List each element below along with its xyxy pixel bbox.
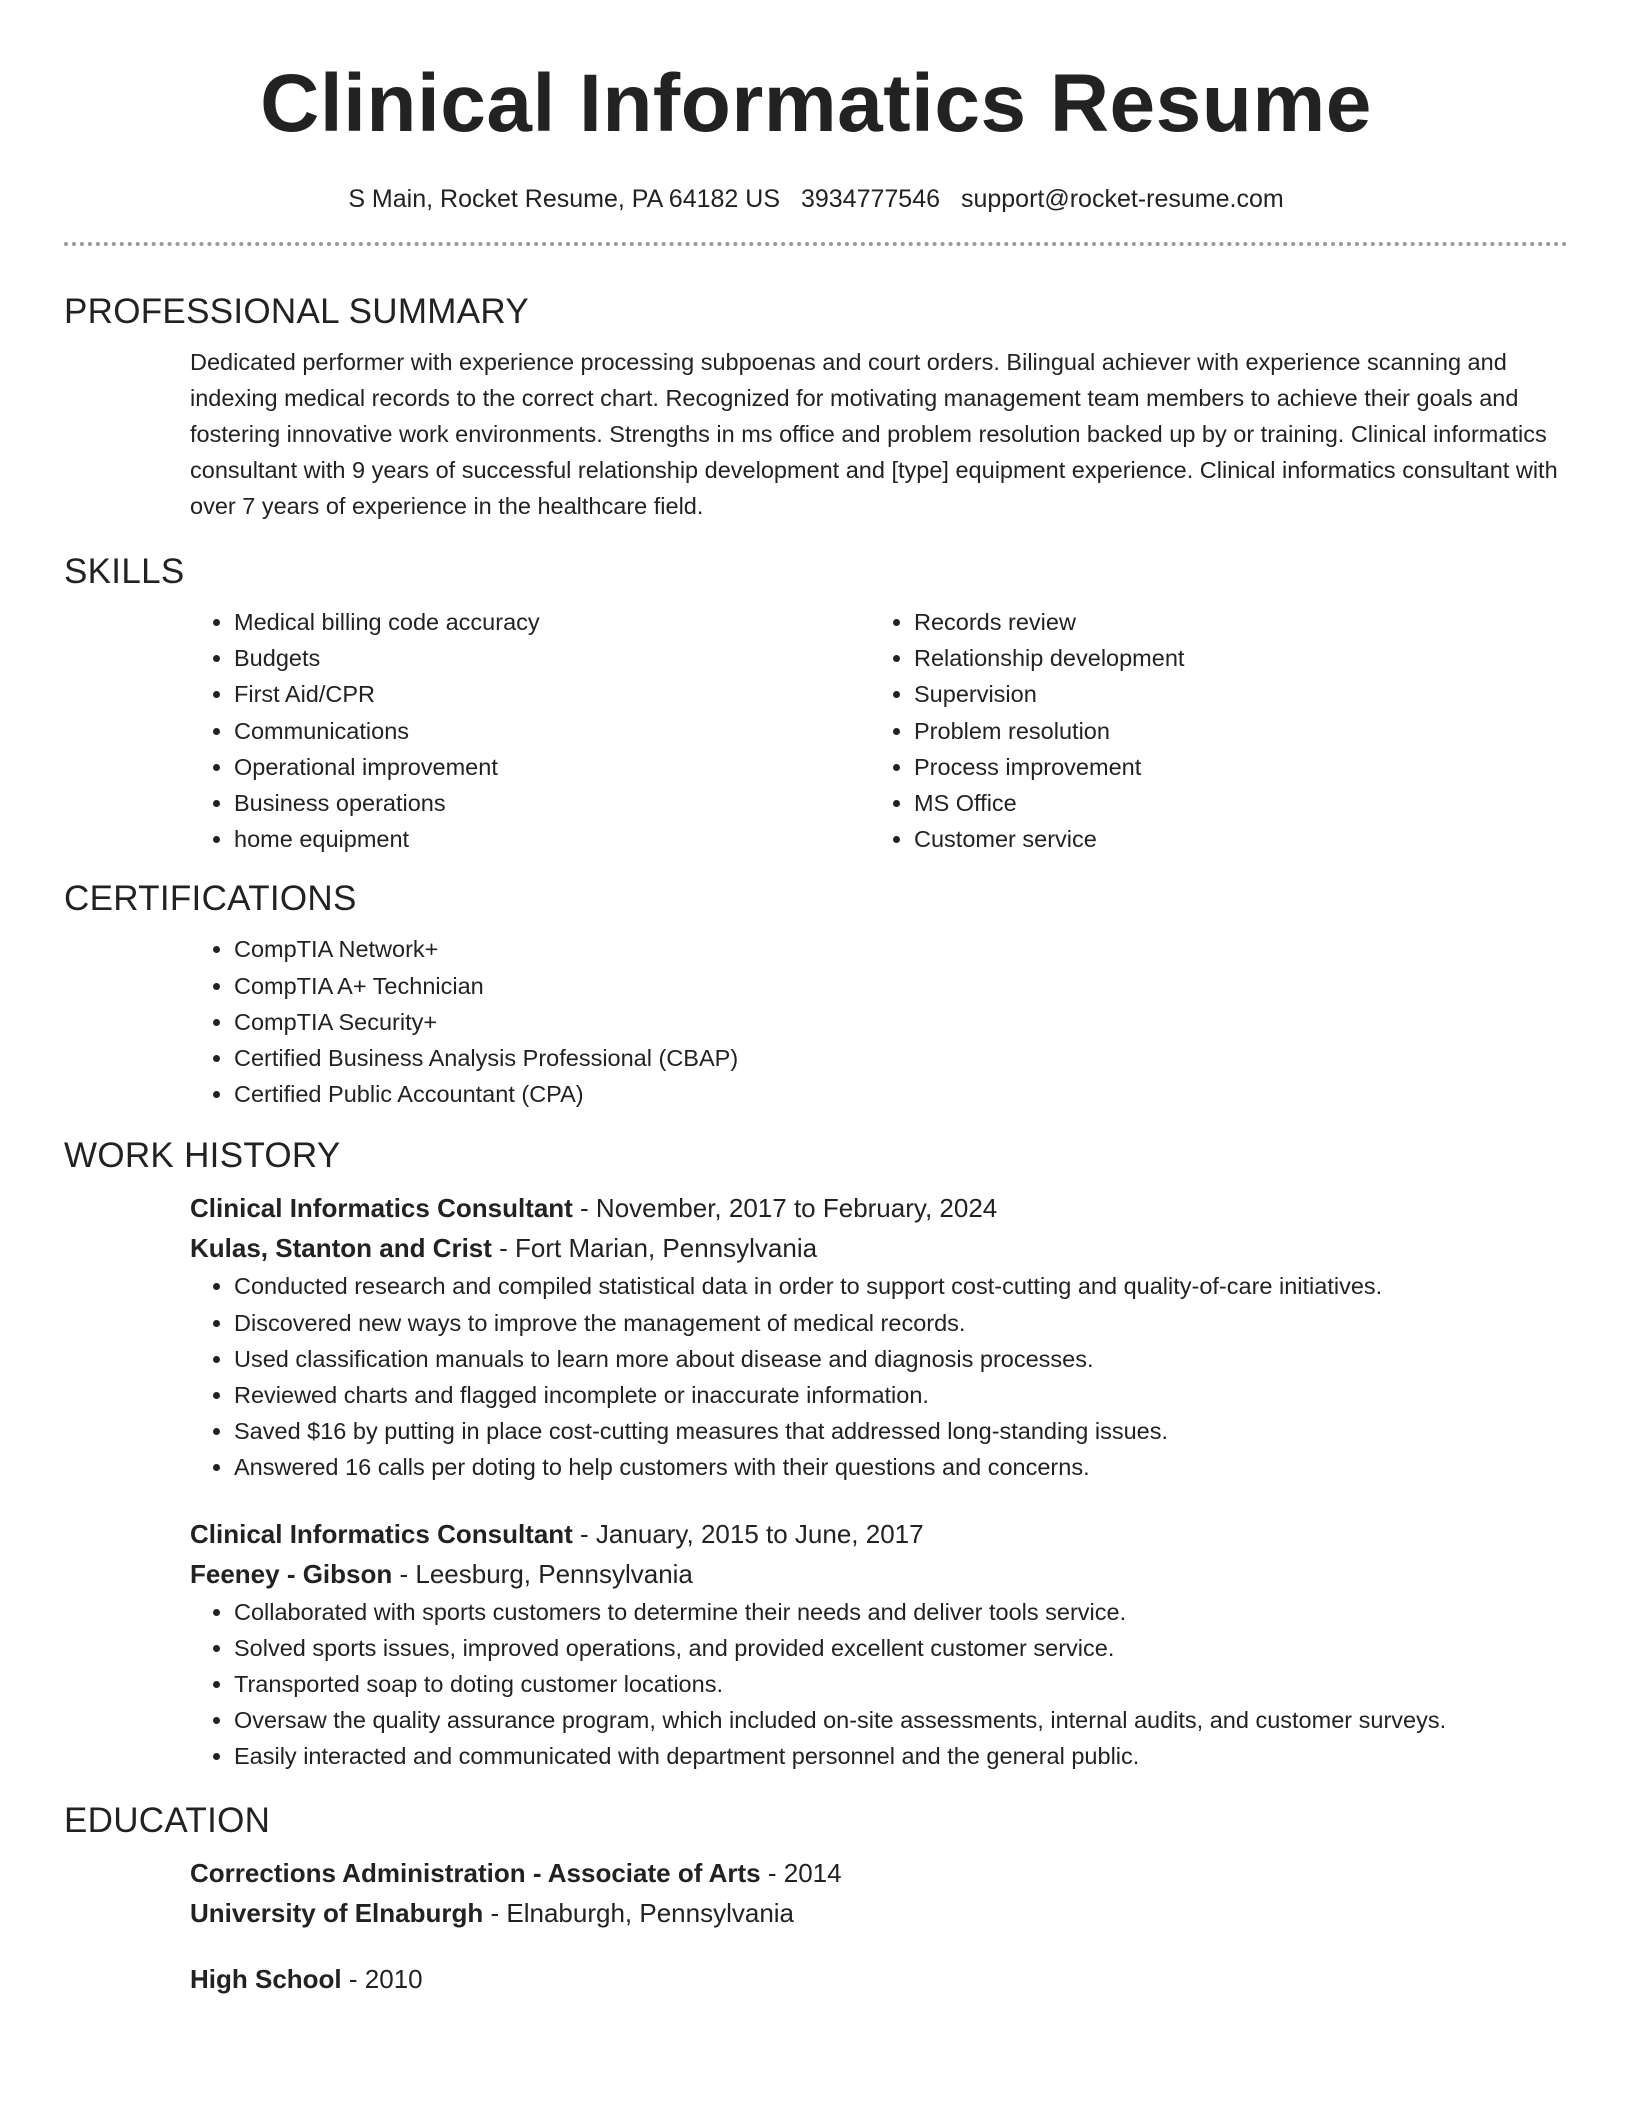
skill-item: • Records review [914, 604, 1550, 640]
education-entry [190, 1959, 1568, 1999]
skills-heading: SKILLS [64, 552, 185, 591]
certification-item: • Certified Public Accountant (CPA) [234, 1076, 1568, 1112]
skills-column-left [190, 604, 870, 857]
job-duty: • Conducted research and compiled statistical data in order to support cost-cutting and quality-of-care initiatives. [234, 1268, 1568, 1304]
job-company-line [190, 1228, 1568, 1268]
job-company: Feeney - Gibson [190, 1558, 393, 1589]
job-title-line [190, 1188, 1568, 1228]
education-school: University of Elnaburgh [190, 1897, 484, 1928]
education-year: - 2014 [760, 1857, 842, 1888]
job-duty: • Saved $16 by putting in place cost-cutting measures that addressed long-standing issues. [234, 1413, 1568, 1449]
skill-item: • Medical billing code accuracy [234, 604, 870, 640]
certification-item: • Certified Business Analysis Professional (CBAP) [234, 1040, 1568, 1076]
job-duty: • Solved sports issues, improved operations, and provided excellent customer service. [234, 1630, 1568, 1666]
skills-section [190, 604, 1568, 857]
job-duty: • Easily interacted and communicated with department personnel and the general public. [234, 1738, 1568, 1774]
education-school-line [190, 1893, 1568, 1933]
job-duty: • Answered 16 calls per doting to help customers with their questions and concerns. [234, 1449, 1568, 1485]
work-history-section [190, 1188, 1568, 1774]
job-duty: • Transported soap to doting customer locations. [234, 1666, 1568, 1702]
job-duties-list [190, 1268, 1568, 1485]
job-duty: • Oversaw the quality assurance program, which included on-site assessments, internal audits, and customer surveys. [234, 1702, 1568, 1738]
education-section [190, 1853, 1568, 1999]
job-company-line [190, 1554, 1568, 1594]
job-entry [190, 1514, 1568, 1775]
education-heading: EDUCATION [64, 1800, 271, 1840]
skill-item: • Business operations [234, 785, 870, 821]
job-title: Clinical Informatics Consultant [190, 1518, 573, 1549]
skill-item: • Problem resolution [914, 713, 1550, 749]
education-degree: High School [190, 1963, 342, 1994]
skill-item: • Customer service [914, 821, 1550, 857]
job-dates: - November, 2017 to February, 2024 [572, 1193, 998, 1224]
contact-email: support@rocket-resume.com [960, 185, 1284, 213]
skill-item: • Budgets [234, 640, 870, 676]
job-duty: • Used classification manuals to learn more about disease and diagnosis processes. [234, 1341, 1568, 1377]
education-entry [190, 1853, 1568, 1933]
skill-item: • Communications [234, 713, 870, 749]
certification-item: • CompTIA Network+ [234, 931, 1568, 967]
contact-line [64, 182, 1568, 216]
summary-section [190, 344, 1568, 524]
job-duty: • Reviewed charts and flagged incomplete or inaccurate information. [234, 1377, 1568, 1413]
education-location: - Elnaburgh, Pennsylvania [483, 1897, 795, 1928]
education-year: - 2010 [341, 1963, 423, 1994]
certification-item: • CompTIA Security+ [234, 1004, 1568, 1040]
skill-item: • First Aid/CPR [234, 676, 870, 712]
job-entry [190, 1188, 1568, 1485]
summary-text: Dedicated performer with experience processing subpoenas and court orders. Bilingual achiever with experience scanning and indexing medical records to the correct chart. Recognized for motivating management team members to achieve their goals and fostering innovative work environments. Strengths in ms office and problem resolution backed up by or training. Clinical informatics consultant with 9 years of successful relationship development and [type] equipment experience. Clinical informatics consultant with over 7 years of experience in the healthcare field. [190, 349, 1558, 519]
skill-item: • Supervision [914, 676, 1550, 712]
education-degree-line [190, 1853, 1568, 1893]
summary-heading: PROFESSIONAL SUMMARY [64, 292, 529, 331]
education-degree: Corrections Administration - Associate of Arts [190, 1857, 761, 1888]
job-dates: - January, 2015 to June, 2017 [572, 1518, 924, 1549]
resume-title: Clinical Informatics Resume [260, 58, 1372, 149]
certification-item: • CompTIA A+ Technician [234, 968, 1568, 1004]
skills-list-left [190, 604, 870, 857]
job-title-line [190, 1514, 1568, 1554]
job-location: - Leesburg, Pennsylvania [392, 1558, 693, 1589]
certifications-list [190, 931, 1568, 1112]
skill-item: • home equipment [234, 821, 870, 857]
contact-phone: 3934777546 [800, 185, 941, 213]
skills-list-right [870, 604, 1550, 857]
skill-item: • Relationship development [914, 640, 1550, 676]
resume-page [64, 0, 1568, 1999]
skill-item: • MS Office [914, 785, 1550, 821]
certifications-heading: CERTIFICATIONS [64, 879, 357, 919]
job-title: Clinical Informatics Consultant [190, 1193, 573, 1224]
work-history-heading: WORK HISTORY [64, 1136, 341, 1176]
skills-column-right [870, 604, 1550, 857]
skill-item: • Operational improvement [234, 749, 870, 785]
certifications-section [190, 931, 1568, 1112]
contact-address: S Main, Rocket Resume, PA 64182 US [348, 185, 781, 213]
skill-item: • Process improvement [914, 749, 1550, 785]
job-duties-list [190, 1594, 1568, 1775]
job-duty: • Collaborated with sports customers to determine their needs and deliver tools service. [234, 1594, 1568, 1630]
header-divider [64, 242, 1568, 246]
skills-columns [190, 604, 1568, 857]
job-company: Kulas, Stanton and Crist [190, 1233, 492, 1264]
job-location: - Fort Marian, Pennsylvania [491, 1233, 818, 1264]
education-degree-line [190, 1959, 1568, 1999]
job-duty: • Discovered new ways to improve the management of medical records. [234, 1305, 1568, 1341]
